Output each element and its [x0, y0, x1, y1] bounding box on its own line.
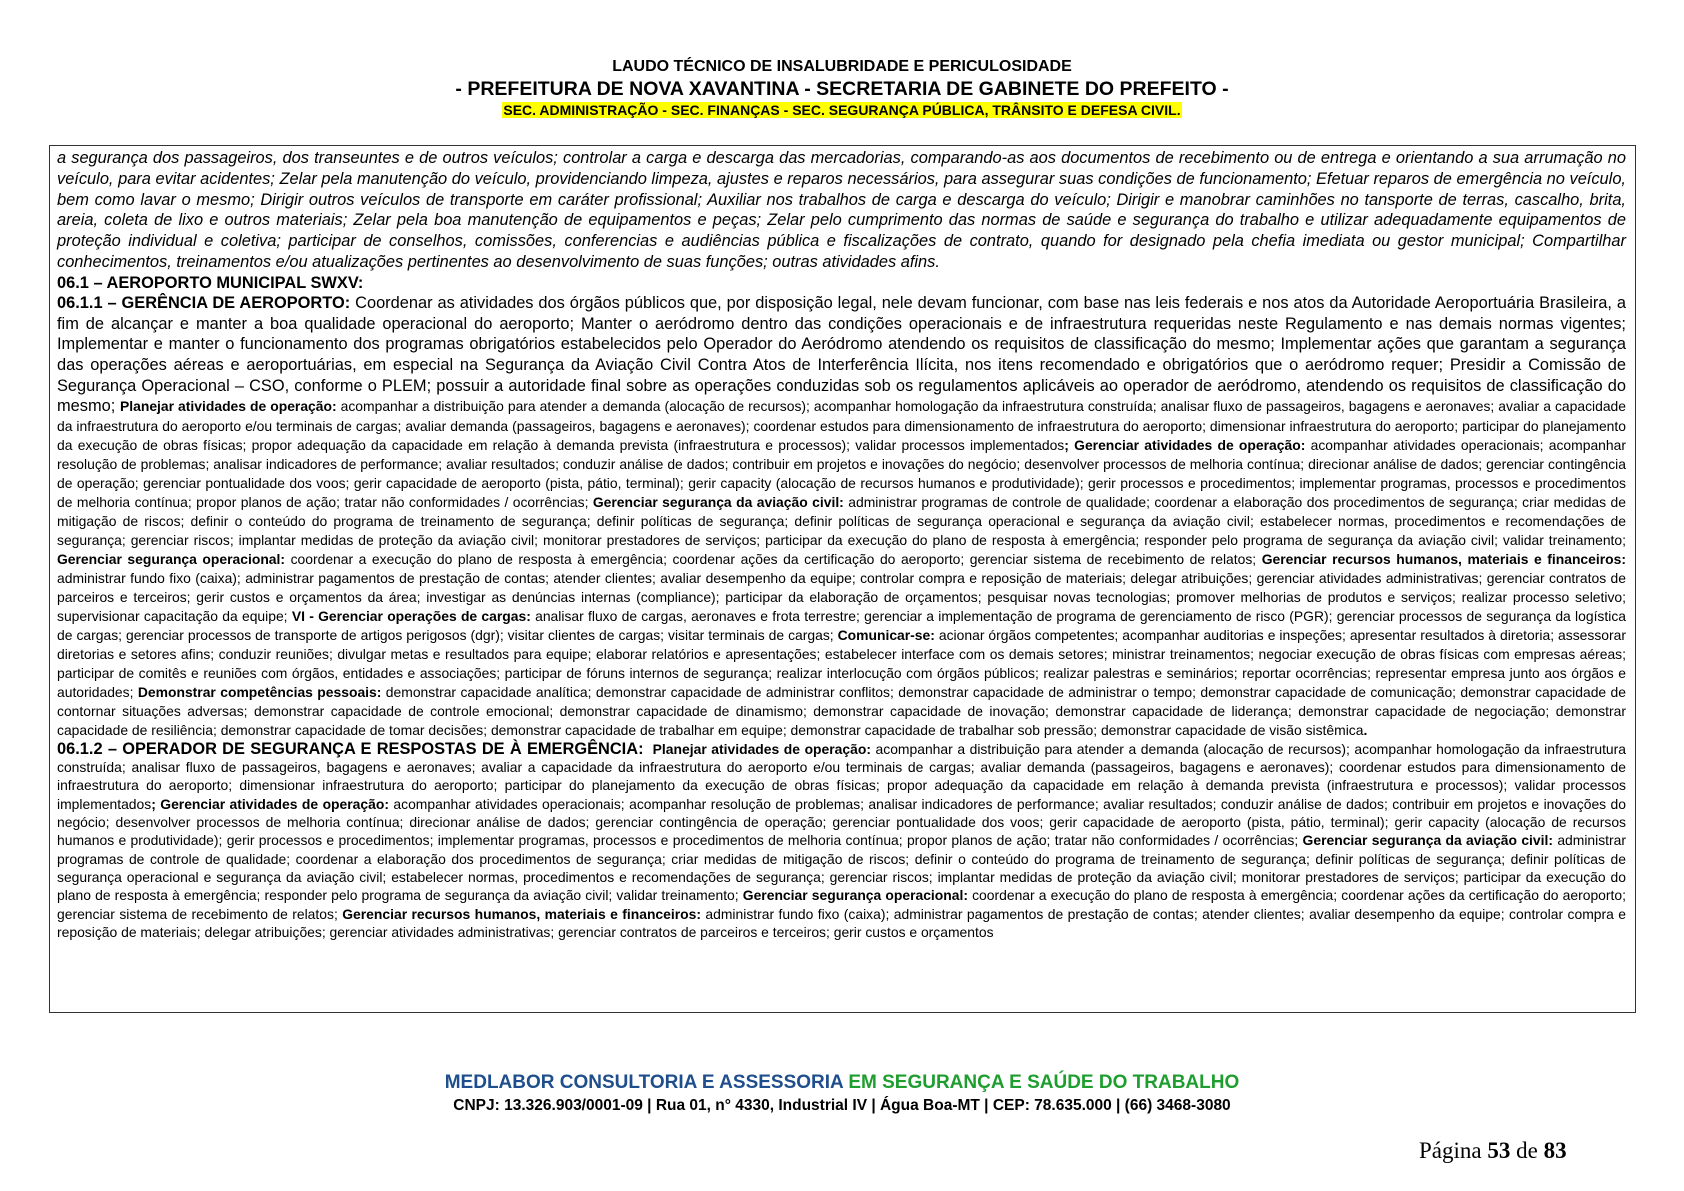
period: . [1363, 721, 1368, 738]
section-611-heading: 06.1.1 – GERÊNCIA DE AEROPORTO: [57, 294, 351, 313]
company-name [0, 1071, 1684, 1095]
company-address: CNPJ: 13.326.903/0001-09 | Rua 01, n° 4330, Industrial IV | Água Boa-MT | CEP: 78.635.000 | (66) 3468-3080 [453, 1097, 1231, 1114]
report-title: LAUDO TÉCNICO DE INSALUBRIDADE E PERICULOSIDADE [612, 58, 1072, 75]
detail-text: demonstrar capacidade analítica; demonstrar capacidade de administrar conflitos; demonstrar capacidade de administrar o tempo; demonstrar capacidade de comunicação; demonstrar capacidade de contornar situações adversas; demonstrar capacidade de controle emocional; demonstrar capacidade de dinamismo; demonstrar capacidade de inovação; demonstrar capacidade de liderança; demonstrar capacidade de negociação; demonstrar capacidade de resiliência; demonstrar capacidade de tomar decisões; demonstrar capacidade de trabalhar em equipe; demonstrar capacidade de trabalhar sob pressão; demonstrar capacidade de visão sistêmica [57, 683, 1627, 738]
section-611-paragraph [57, 293, 1626, 740]
detail-text: coordenar a execução do plano de resposta à emergência; coordenar ações da certificação do aeroporto; gerenciar sistema de recebimento de relatos; [285, 550, 1262, 567]
bold-label: Gerenciar segurança da aviação civil: [1302, 832, 1553, 849]
bold-label: Planejar atividades de operação: [652, 740, 871, 757]
detail-text: acompanhar atividades operacionais; acompanhar resolução de problemas; analisar indicadores de performance; avaliar resultados; conduzir análise de dados; contribuir em projetos e inovações do negócio; desenvolver processos de melhoria contínua; direcionar análise de dados; gerenciar contingência de operação; gerenciar pontualidade dos voos; gerir capacidade de aeroporto (pista, pátio, terminal); gerir capacity (alocação de recursos humanos e produtividade); gerir processos e procedimentos; implementar programas, processos e procedimentos de melhoria contínua; propor planos de ação; tratar não conformidades / ocorrências; [57, 436, 1626, 510]
page-total: 83 [1543, 1138, 1567, 1163]
bold-label: Demonstrar competências pessoais: [137, 683, 382, 700]
content-box [49, 145, 1636, 1013]
bold-label: ; Gerenciar atividades de operação: [151, 795, 389, 812]
bold-label: Gerenciar segurança da aviação civil: [592, 493, 844, 510]
bold-label: Gerenciar segurança operacional: [742, 887, 968, 904]
bold-label: Comunicar-se: [837, 626, 935, 643]
page-current: 53 [1487, 1138, 1511, 1163]
company-name-blue: MEDLABOR CONSULTORIA E ASSESSORIA [444, 1072, 844, 1093]
bold-label: Gerenciar recursos humanos, materiais e financeiros: [1261, 550, 1626, 567]
detail-text: analisar fluxo de cargas, aeronaves e frota terrestre; gerenciar a implementação de programa de gerenciamento de risco (PGR); gerenciar processos de segurança da logística de cargas; gerenciar processos de transporte de artigos perigosos (dgr); visitar clientes de cargas; visitar terminais de cargas; [57, 607, 1626, 643]
detail-text: acompanhar atividades operacionais; acompanhar resolução de problemas; analisar indicadores de performance; avaliar resultados; conduzir análise de dados; contribuir em projetos e inovações do negócio; desenvolver processos de melhoria contínua; direcionar análise de dados; gerenciar contingência de operação; gerenciar pontualidade dos voos; gerir capacidade de aeroporto (pista, pátio, terminal); gerir capacity (alocação de recursos humanos e produtividade); gerir processos e procedimentos; implementar programas, processos e procedimentos de melhoria contínua; propor planos de ação; tratar não conformidades / ocorrências; [57, 795, 1627, 849]
bold-label: Gerenciar recursos humanos, materiais e financeiros: [342, 905, 701, 922]
detail-text: acionar órgãos competentes; acompanhar auditorias e inspeções; apresentar resultados à diretoria; assessorar diretorias e setores afins; conduzir reuniões; divulgar metas e resultados para equipe; elaborar relatórios e apresentações; estabelecer interface com os demais setores; ministrar treinamentos; negociar execução de obras físicas com empresas aéreas; participar de comitês e reuniões com órgãos, entidades e associações; participar de fóruns internos de segurança; realizar interlocução com órgãos públicos; realizar palestras e seminários; reportar ocorrências; representar empresa junto aos órgãos e autoridades; [57, 626, 1626, 700]
detail-text: administrar programas de controle de qualidade; coordenar a elaboração dos procedimentos de segurança; criar medidas de mitigação de riscos; definir o conteúdo do programa de treinamento de segurança; definir políticas de segurança; definir políticas de segurança operacional e segurança da aviação civil; estabelecer normas, procedimentos e recomendações de segurança; gerenciar riscos; implantar medidas de proteção da aviação civil; monitorar prestadores de serviços; participar da execução do plano de resposta à emergência; responder pelo programa de segurança da aviação civil; validar treinamento; [57, 832, 1627, 904]
company-name-green: EM SEGURANÇA E SAÚDE DO TRABALHO [843, 1072, 1240, 1093]
detail-text: acompanhar a distribuição para atender a demanda (alocação de recursos); acompanhar homologação da infraestrutura construída; analisar fluxo de passageiros, bagagens e aeronaves; avaliar a capacidade da infraestrutura do aeroporto e/ou terminais de cargas; avaliar demanda (passageiros, bagagens e aeronaves); coordenar estudos para dimensionamento de infraestrutura do aeroporto; dimensionar infraestrutura do aeroporto; participar do planejamento da execução de obras físicas; propor adequação da capacidade em relação à demanda prevista (infraestrutura e processos); validar processos implementados [57, 398, 1627, 453]
report-departments [0, 101, 1684, 119]
bold-label: ; Gerenciar atividades de operação: [1064, 436, 1306, 453]
detail-text: administrar fundo fixo (caixa); administrar pagamentos de prestação de contas; atender clientes; avaliar desempenho da equipe; controlar compra e reposição de materiais; delegar atribuições; gerenciar atividades administrativas; gerenciar contratos de parceiros e terceiros; gerir custos e orçamentos [57, 905, 1626, 940]
detail-text: administrar programas de controle de qualidade; coordenar a elaboração dos procedimentos de segurança; criar medidas de mitigação de riscos; definir o conteúdo do programa de treinamento de segurança; definir políticas de segurança; definir políticas de segurança operacional e segurança da aviação civil; estabelecer normas, procedimentos e recomendações de segurança; gerenciar riscos; implantar medidas de proteção da aviação civil; monitorar prestadores de serviços; participar da execução do plano de resposta à emergência; responder pelo programa de segurança da aviação civil; validar treinamento; [57, 493, 1626, 548]
document-header [0, 57, 1684, 119]
bold-label: Planejar atividades de operação: [120, 398, 337, 415]
detail-text: coordenar a execução do plano de resposta à emergência; coordenar ações da certificação do aeroporto; gerenciar sistema de recebimento de relatos; [57, 887, 1626, 922]
page-label: Página [1419, 1138, 1482, 1163]
section-611-text: Coordenar as atividades dos órgãos públicos que, por disposição legal, nele devam funcionar, com base nas leis federais e nos atos da Autoridade Aeroportuária Brasileira, a fim de alcançar e manter a boa qualidade operacional do aeroporto; Manter o aeródromo dentro das condições operacionais e de infraestrutura requeridas neste Regulamento e nas demais normas vigentes; Implementar e manter o funcionamento dos programas obrigatórios estabelecidos pelo Operador do Aeródromo atendendo os requisitos de classificação do mesmo; Implementar ações que garantam a segurança das operações aéreas e aeroportuárias, em especial na Segurança da Aviação Civil Contra Atos de Interferência Ilícita, nos itens recomendado e obrigatórios que o aeródromo requer; Presidir a Comissão de Segurança Operacional – CSO, conforme o PLEM; possuir a autoridade final sobre as operações conduzidas sob os regulamentos aplicáveis ao operador de aeródromo, atendendo os requisitos de classificação do mesmo; [57, 294, 1626, 416]
departments-highlight: SEC. ADMINISTRAÇÃO - SEC. FINANÇAS - SEC. SEGURANÇA PÚBLICA, TRÂNSITO E DEFESA CIVIL. [503, 102, 1181, 118]
section-612-heading: 06.1.2 – OPERADOR DE SEGURANÇA E RESPOSTAS DE À EMERGÊNCIA: [57, 739, 644, 758]
intro-paragraph: a segurança dos passageiros, dos transeuntes e de outros veículos; controlar a carga e descarga das mercadorias, comparando-as aos documentos de recebimento ou de entrega e orientando a sua arrumação no veículo, para evitar acidentes; Zelar pela manutenção do veículo, providenciando limpeza, ajustes e reparos necessários, para assegurar suas condições de funcionamento; Efetuar reparos de emergência no veículo, bem como lavar o mesmo; Dirigir outros veículos de transporte em caráter profissional; Auxiliar nos trabalhos de carga e descarga do veículo; Dirigir e manobrar caminhões no tansporte de terras, cascalho, brita, areia, coleta de lixo e outros materiais; Zelar pela boa manutenção de equipamentos e peças; Zelar pelo cumprimento das normas de saúde e segurança do trabalho e utilizar adequadamente equipamentos de proteção individual e coletiva; participar de conselhos, comissões, conferencias e audiências pública e fiscalizações de contrato, quando for designado pela chefia imediata ou gestor municipal; Compartilhar conhecimentos, treinamentos e/ou atualizações pertinentes ao desenvolvimento de suas funções; outras atividades afins. [57, 149, 1626, 271]
detail-text: acompanhar a distribuição para atender a demanda (alocação de recursos); acompanhar homologação da infraestrutura construída; analisar fluxo de passageiros, bagagens e aeronaves; avaliar a capacidade da infraestrutura do aeroporto e/ou terminais de cargas; avaliar demanda (passageiros, bagagens e aeronaves); coordenar estudos para dimensionamento de infraestrutura do aeroporto; dimensionar infraestrutura do aeroporto; participar do planejamento da execução de obras físicas; propor adequação da capacidade em relação à demanda prevista (infraestrutura e processos); validar processos implementados [57, 740, 1627, 812]
report-subtitle: - PREFEITURA DE NOVA XAVANTINA - SECRETARIA DE GABINETE DO PREFEITO - [455, 78, 1229, 100]
section-612-paragraph [57, 740, 1626, 941]
page-of: de [1516, 1138, 1538, 1163]
document-footer [0, 1071, 1684, 1117]
section-611-details [57, 398, 1626, 738]
page-number [1419, 1138, 1567, 1164]
detail-text: administrar fundo fixo (caixa); administrar pagamentos de prestação de contas; atender clientes; avaliar desempenho da equipe; controlar compra e reposição de materiais; delegar atribuições; gerenciar atividades administrativas; gerenciar contratos de parceiros e terceiros; gerir custos e orçamentos da área; investigar as denúncias internas (compliance); participar da elaboração de orçamentos; pesquisar novas tecnologias; promover melhorias de produtos e serviços; realizar processo seletivo; supervisionar capacitação da equipe; [57, 569, 1626, 624]
section-heading: 06.1 – AEROPORTO MUNICIPAL SWXV: [57, 273, 364, 292]
bold-label: Gerenciar segurança operacional: [57, 550, 286, 567]
bold-label: VI - Gerenciar operações de cargas: [291, 607, 531, 624]
